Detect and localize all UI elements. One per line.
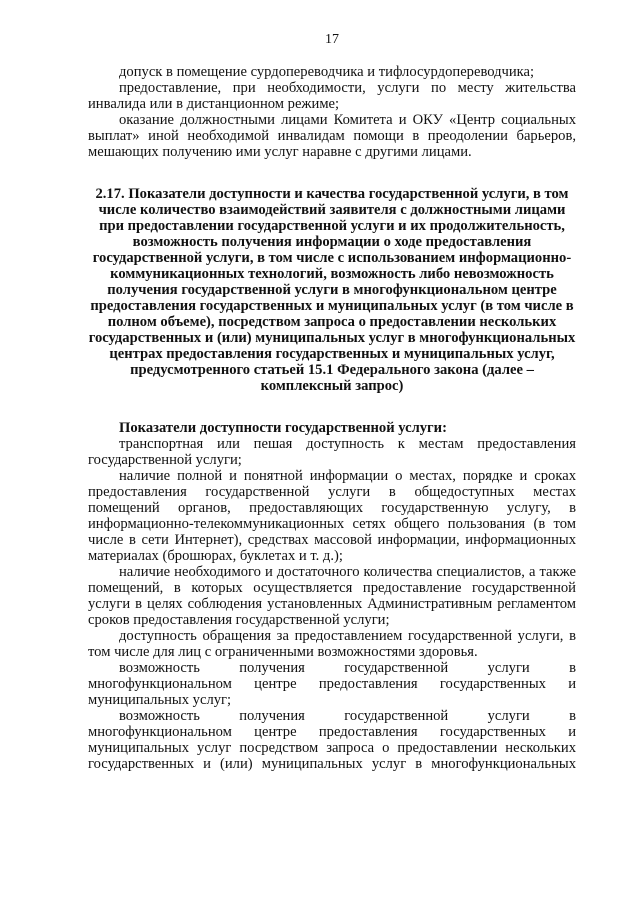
body-paragraph-5: возможность получения государственной услуги в многофункциональном центре предоставления государственных и муниципальных услуг;	[88, 660, 576, 708]
body-paragraph-2: наличие полной и понятной информации о местах, порядке и сроках предоставления государственной услуги в общедоступных местах помещений органов, предоставляющих государственную услугу, в информационно-телекоммуникационных сетях общего пользования (в том числе в сети Интернет), средствах массовой информации, информационных материалах (брошюрах, буклетах и т. д.);	[88, 468, 576, 564]
spacer	[88, 160, 576, 186]
intro-paragraph-2: предоставление, при необходимости, услуги по месту жительства инвалида или в дистанционном режиме;	[88, 80, 576, 112]
document-page	[88, 32, 576, 772]
spacer	[88, 394, 576, 420]
body-paragraph-4: доступность обращения за предоставлением государственной услуги, в том числе для лиц с ограниченными возможностями здоровья.	[88, 628, 576, 660]
page-number: 17	[325, 32, 339, 47]
body-paragraph-6: возможность получения государственной услуги в многофункциональном центре предоставления государственных и муниципальных услуг посредством запроса о предоставлении нескольких государственных и (или) муниципальных услуг в многофункциональных	[88, 708, 576, 772]
intro-paragraph-3: оказание должностными лицами Комитета и ОКУ «Центр социальных выплат» иной необходимой инвалидам помощи в преодолении барьеров, мешающих получению ими услуг наравне с другими лицами.	[88, 112, 576, 160]
body-paragraph-1: транспортная или пешая доступность к местам предоставления государственной услуги;	[88, 436, 576, 468]
intro-paragraph-1: допуск в помещение сурдопереводчика и тифлосурдопереводчика;	[119, 64, 535, 80]
section-heading: 2.17. Показатели доступности и качества государственной услуги, в том числе количество взаимодействий заявителя с должностными лицами при предоставлении государственной услуги и их продолжительность, возможность получения информации о ходе предоставления государственной услуги, в том числе с использованием информационно-коммуникационных технологий, возможность либо невозможность получения государственной услуги в многофункциональном центре предоставления государственных и муниципальных услуг (в том числе в полном объеме), посредством запроса о предоставлении нескольких государственных и (или) муниципальных услуг в многофункциональных центрах предоставления государственных и муниципальных услуг, предусмотренного статьей 15.1 Федерального закона (далее – комплексный запрос)	[88, 186, 576, 394]
body-paragraph-3: наличие необходимого и достаточного количества специалистов, а также помещений, в которых осуществляется предоставление государственной услуги в целях соблюдения установленных Административным регламентом сроков предоставления государственной услуги;	[88, 564, 576, 628]
subheading: Показатели доступности государственной услуги:	[119, 420, 447, 436]
